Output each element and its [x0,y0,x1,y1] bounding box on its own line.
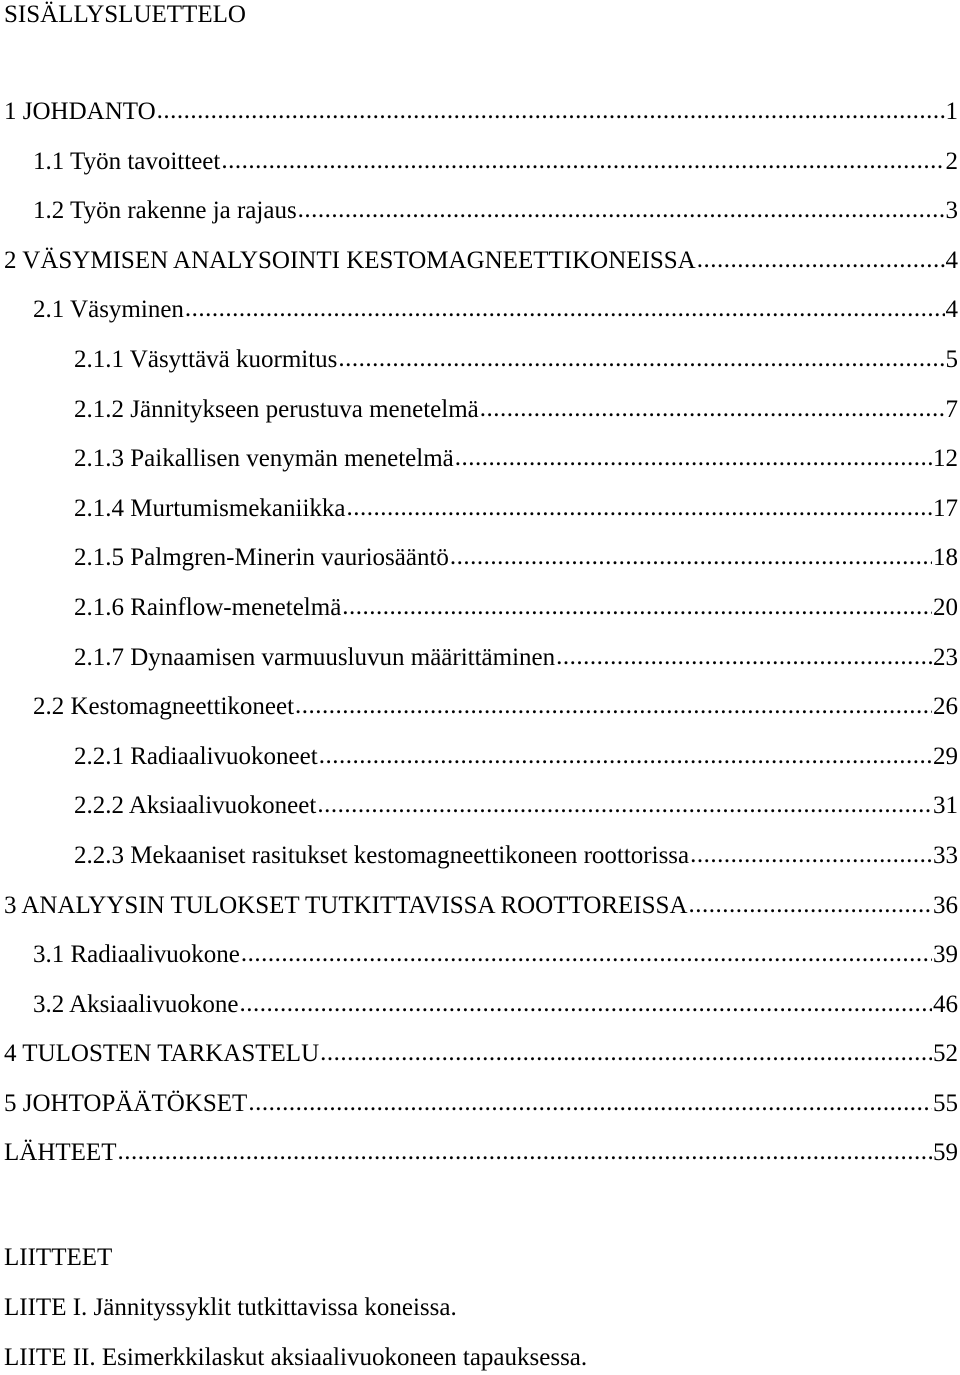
toc-entry-label: 2.1.5 Palmgren-Minerin vauriosääntö [74,544,449,572]
dot-leader [697,245,945,275]
toc-entry[interactable] [0,593,958,643]
toc-entry-label: 1.2 Työn rakenne ja rajaus [33,197,297,225]
toc-entry-page-number: 52 [933,1040,958,1068]
toc-entry-label: 4 TULOSTEN TARKASTELU [4,1040,320,1068]
appendix-item: LIITE I. Jännityssyklit tutkittavissa koneissa. [4,1294,457,1321]
toc-entry-page-number: 29 [933,742,958,770]
toc-entry-page-number: 17 [933,494,958,522]
toc-entry[interactable] [0,246,958,296]
toc-entry[interactable] [0,1138,958,1188]
toc-entry-label: 3 ANALYYSIN TULOKSET TUTKITTAVISSA ROOTTOREISSA [4,891,688,919]
dot-leader [185,294,945,324]
toc-entry-page-number: 55 [933,1089,958,1117]
dot-leader [241,939,932,969]
toc-entry-label: 3.1 Radiaalivuokone [33,941,240,969]
toc-entry[interactable] [0,643,958,693]
toc-entry-label: 2.2.1 Radiaalivuokoneet [74,742,318,770]
toc-entry-label: 2.1.4 Murtumismekaniikka [74,494,346,522]
toc-entry-label: 2.2.3 Mekaaniset rasitukset kestomagneettikoneen roottorissa [74,841,690,869]
toc-entry-page-number: 4 [945,296,958,324]
toc-entry[interactable] [0,494,958,544]
toc-entry[interactable] [0,692,958,742]
dot-leader [689,890,932,920]
toc-entry[interactable] [0,791,958,841]
toc-entry-page-number: 20 [933,593,958,621]
toc-entry-label: 2.1.3 Paikallisen venymän menetelmä [74,445,454,473]
appendix-item: LIITE II. Esimerkkilaskut aksiaalivuokoneen tapauksessa. [4,1344,588,1371]
appendices-heading: LIITTEET [4,1244,113,1271]
toc-entry[interactable] [0,196,958,246]
toc-entry-label: LÄHTEET [4,1139,117,1167]
toc-entry[interactable] [0,395,958,445]
toc-entry[interactable] [0,841,958,891]
dot-leader [117,1137,932,1167]
dot-leader [556,642,932,672]
toc-entry-label: 2.1.2 Jännitykseen perustuva menetelmä [74,395,479,423]
toc-entry-label: 2 VÄSYMISEN ANALYSOINTI KESTOMAGNEETTIKONEISSA [4,246,696,274]
dot-leader [240,989,932,1019]
toc-entry[interactable] [0,1089,958,1139]
toc-entry-label: 5 JOHTOPÄÄTÖKSET [4,1089,248,1117]
toc-entry-page-number: 4 [945,246,958,274]
toc-entry-page-number: 33 [933,841,958,869]
toc-entry[interactable] [0,940,958,990]
toc-entry-label: 2.1 Väsyminen [33,296,184,324]
toc-entry[interactable] [0,444,958,494]
toc-entry-label: 2.1.1 Väsyttävä kuormitus [74,345,338,373]
toc-entry[interactable] [0,891,958,941]
toc-entry-page-number: 39 [933,941,958,969]
toc-entry-label: 1 JOHDANTO [4,98,156,125]
toc-entry-page-number: 26 [933,693,958,721]
toc-entry-label: 3.2 Aksiaalivuokone [33,990,239,1018]
dot-leader [295,691,932,721]
dot-leader [480,394,945,424]
toc-entry[interactable] [0,543,958,593]
dot-leader [455,443,932,473]
toc-entry-page-number: 3 [945,197,958,225]
toc-entry-label: 2.2.2 Aksiaalivuokoneet [74,792,317,820]
toc-entry-page-number: 23 [933,643,958,671]
dot-leader [690,840,932,870]
table-of-contents [0,97,958,1188]
dot-leader [347,493,933,523]
toc-entry-page-number: 5 [945,345,958,373]
toc-entry-page-number: 7 [945,395,958,423]
dot-leader [157,96,945,126]
dot-leader [221,146,944,176]
toc-entry-page-number: 46 [933,990,958,1018]
toc-entry-label: 1.1 Työn tavoitteet [33,147,221,175]
page-title: SISÄLLYSLUETTELO [4,1,246,28]
dot-leader [342,592,932,622]
toc-entry-page-number: 1 [945,98,958,125]
toc-entry[interactable] [0,97,958,147]
toc-entry[interactable] [0,345,958,395]
dot-leader [338,344,944,374]
dot-leader [317,790,932,820]
dot-leader [248,1088,932,1118]
toc-entry-page-number: 2 [945,147,958,175]
dot-leader [298,195,945,225]
toc-entry-page-number: 18 [933,544,958,572]
toc-entry[interactable] [0,1039,958,1089]
toc-entry-page-number: 12 [933,445,958,473]
dot-leader [450,542,932,572]
toc-entry[interactable] [0,990,958,1040]
toc-entry[interactable] [0,147,958,197]
toc-entry-label: 2.2 Kestomagneettikoneet [33,693,295,721]
toc-entry-page-number: 36 [933,891,958,919]
dot-leader [319,741,932,771]
toc-entry-page-number: 31 [933,792,958,820]
toc-entry-label: 2.1.7 Dynaamisen varmuusluvun määrittäminen [74,643,556,671]
toc-entry[interactable] [0,742,958,792]
toc-entry-label: 2.1.6 Rainflow-menetelmä [74,593,342,621]
dot-leader [320,1038,932,1068]
toc-entry-page-number: 59 [933,1139,958,1167]
toc-entry[interactable] [0,295,958,345]
